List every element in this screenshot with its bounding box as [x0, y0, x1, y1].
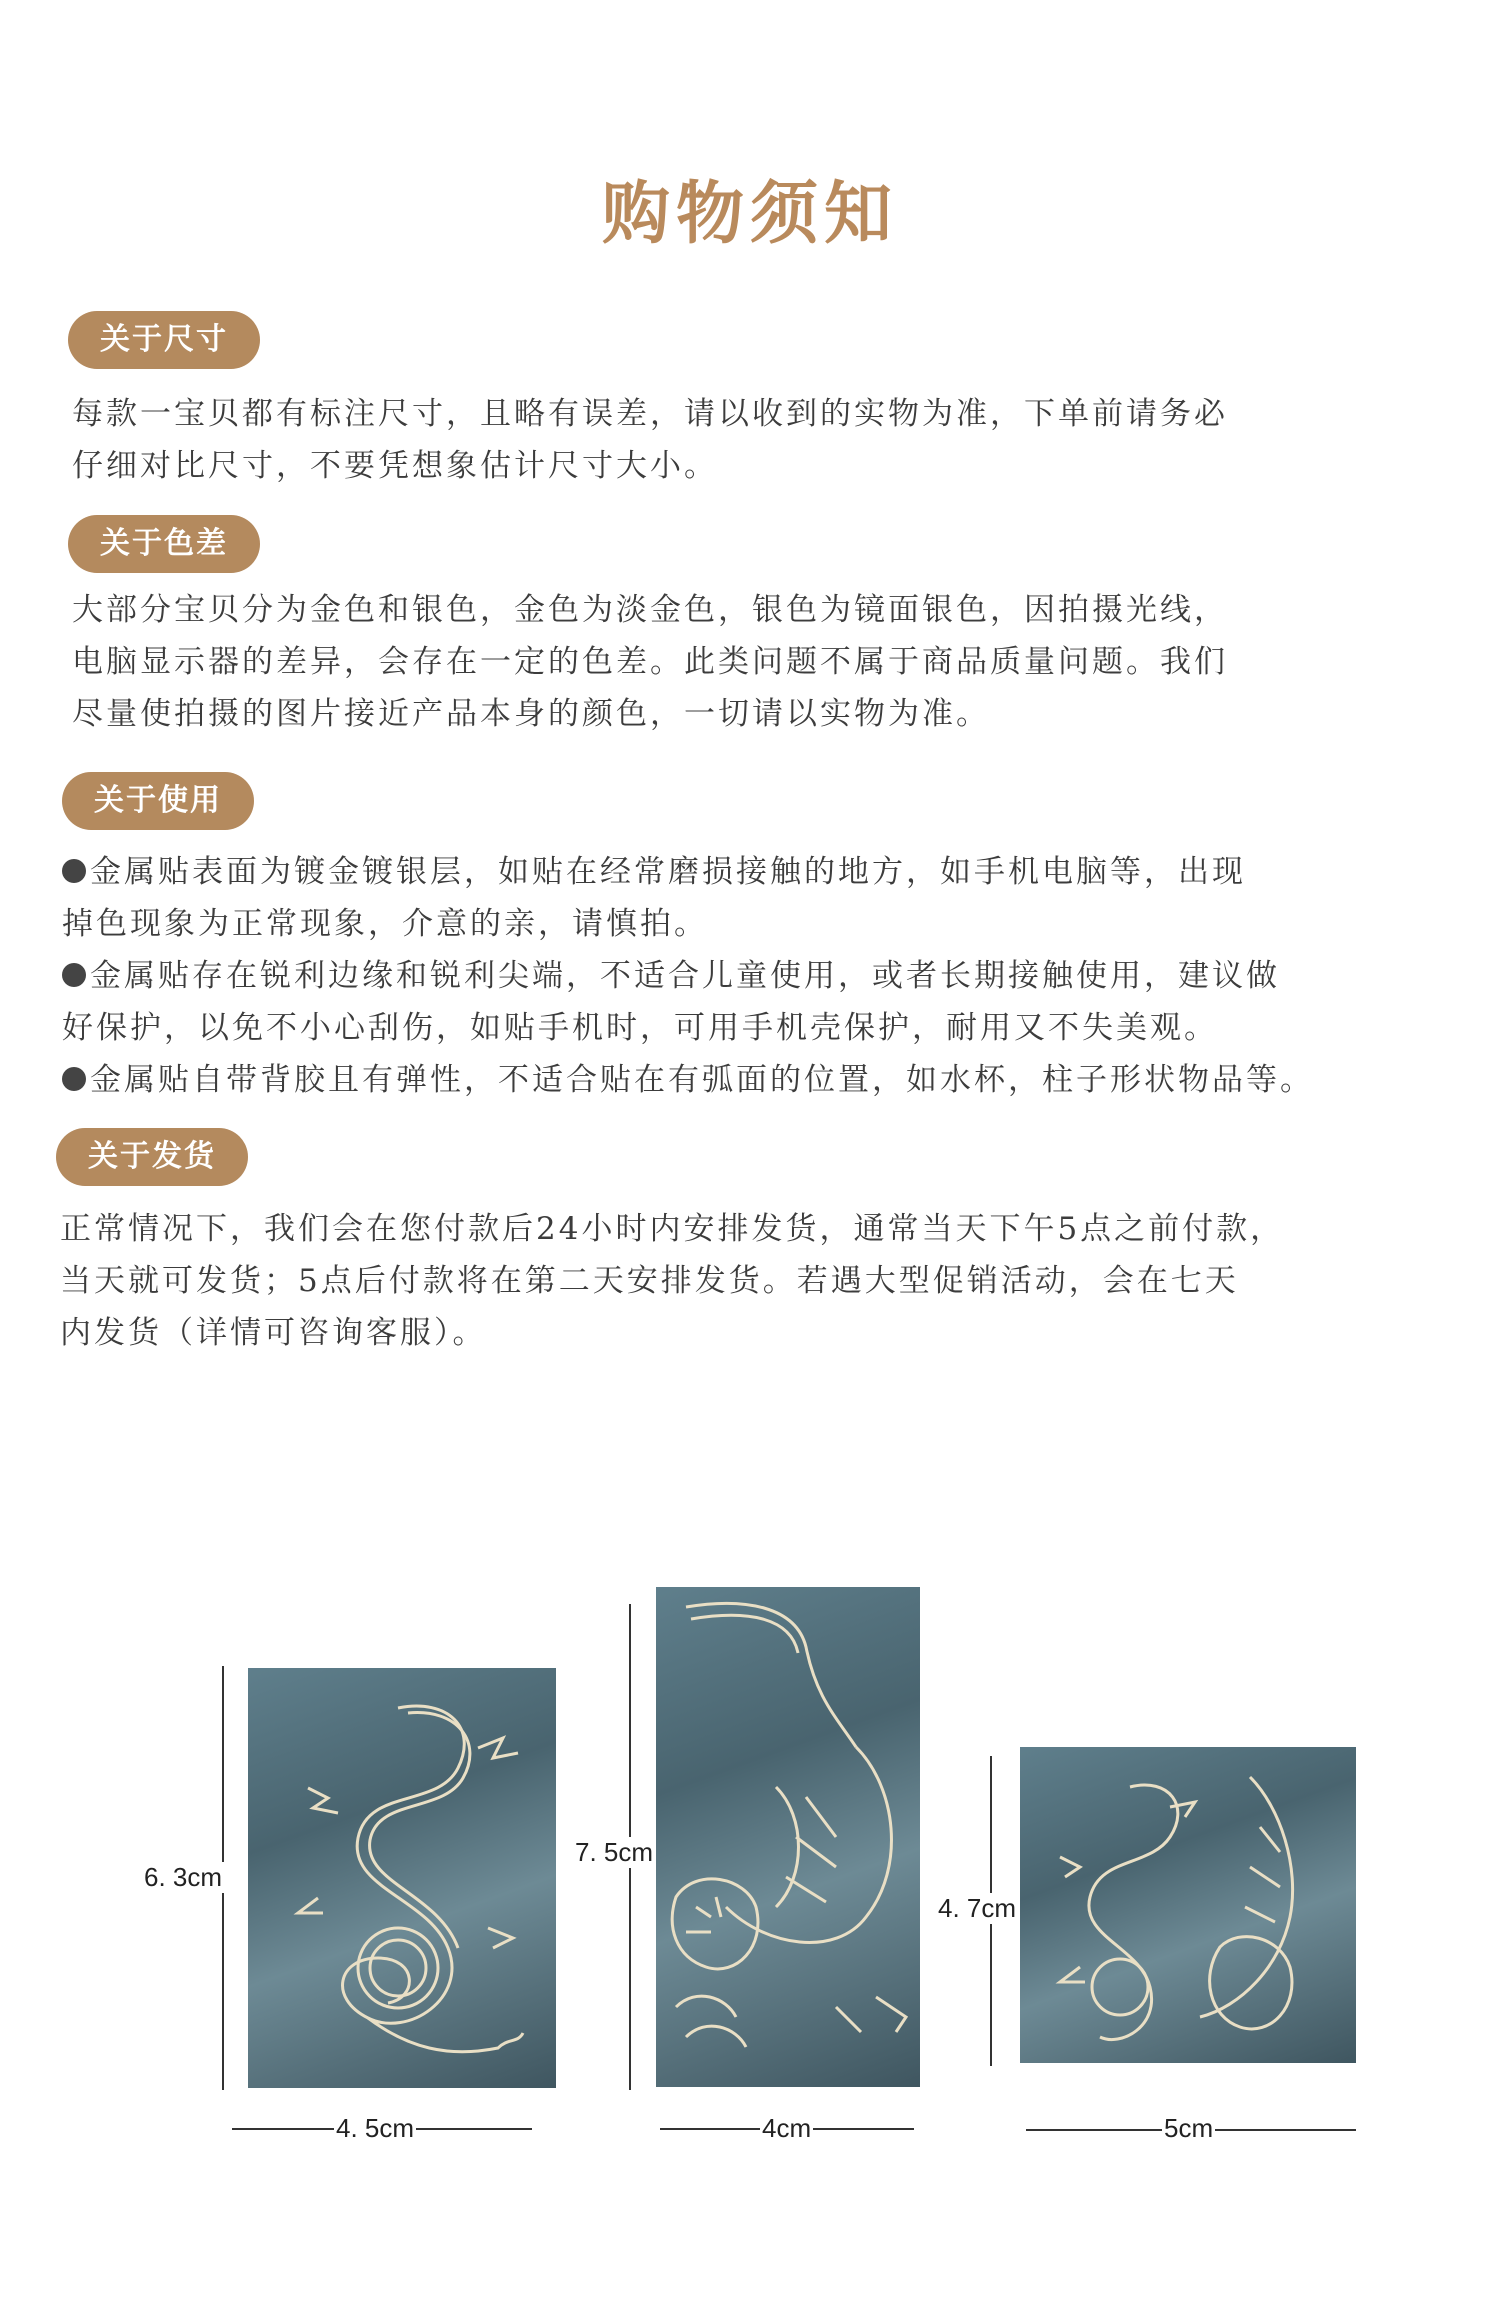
- list-item: 金属贴自带背胶且有弹性，不适合贴在有弧面的位置，如水杯，柱子形状物品等。: [62, 1054, 1482, 1106]
- section-text-color: [72, 584, 1452, 740]
- text-line: 电脑显示器的差异，会存在一定的色差。此类问题不属于商品质量问题。我们: [72, 644, 1228, 680]
- text-line: 正常情况下，我们会在您付款后24小时内安排发货，通常当天下午5点之前付款，: [60, 1211, 1285, 1247]
- list-item: 金属贴存在锐利边缘和锐利尖端，不适合儿童使用，或者长期接触使用，建议做: [62, 950, 1482, 1002]
- list-item-cont: 掉色现象为正常现象，介意的亲，请慎拍。: [62, 906, 708, 942]
- page-title: 购物须知: [601, 175, 898, 254]
- text-line: 每款一宝贝都有标注尺寸，且略有误差，请以收到的实物为准，下单前请务必: [72, 396, 1228, 432]
- text-line: 尽量使拍摄的图片接近产品本身的颜色，一切请以实物为准。: [72, 696, 990, 732]
- dimension-height-dragon-tiger: 4. 7cm: [938, 1893, 1017, 1923]
- dimension-width-dragon: 4. 5cm: [336, 2113, 415, 2143]
- bullet-icon: [62, 859, 86, 883]
- tiger-icon: [656, 1587, 920, 2087]
- list-item-cont: 好保护，以免不小心刮伤，如贴手机时，可用手机壳保护，耐用又不失美观。: [62, 1010, 1218, 1046]
- dimension-width-dragon-tiger: 5cm: [1164, 2113, 1214, 2143]
- dimension-width-tiger: 4cm: [762, 2113, 812, 2143]
- bullet-icon: [62, 1067, 86, 1091]
- dragon-tiger-icon: [1020, 1747, 1356, 2063]
- text-line: 仔细对比尺寸，不要凭想象估计尺寸大小。: [72, 448, 718, 484]
- section-badge-size: 关于尺寸: [68, 311, 260, 369]
- dragon-icon: [248, 1668, 556, 2088]
- section-badge-usage: 关于使用: [62, 772, 254, 830]
- dimension-height-dragon: 6. 3cm: [144, 1862, 223, 1892]
- product-image-dragon-tiger: [1020, 1747, 1356, 2063]
- section-text-usage: [62, 846, 1482, 1106]
- section-badge-shipping: 关于发货: [56, 1128, 248, 1186]
- text-line: 大部分宝贝分为金色和银色，金色为淡金色，银色为镜面银色，因拍摄光线，: [72, 592, 1228, 628]
- product-image-dragon: [248, 1668, 556, 2088]
- section-badge-color: 关于色差: [68, 515, 260, 573]
- dimension-height-tiger: 7. 5cm: [575, 1837, 654, 1867]
- section-text-shipping: [60, 1203, 1480, 1359]
- product-image-tiger: [656, 1587, 920, 2087]
- text-line: 当天就可发货；5点后付款将在第二天安排发货。若遇大型促销活动，会在七天: [60, 1263, 1239, 1299]
- section-text-size: [72, 388, 1452, 492]
- text-line: 内发货（详情可咨询客服）。: [60, 1315, 487, 1351]
- bullet-icon: [62, 963, 86, 987]
- list-item: 金属贴表面为镀金镀银层，如贴在经常磨损接触的地方，如手机电脑等，出现: [62, 846, 1482, 898]
